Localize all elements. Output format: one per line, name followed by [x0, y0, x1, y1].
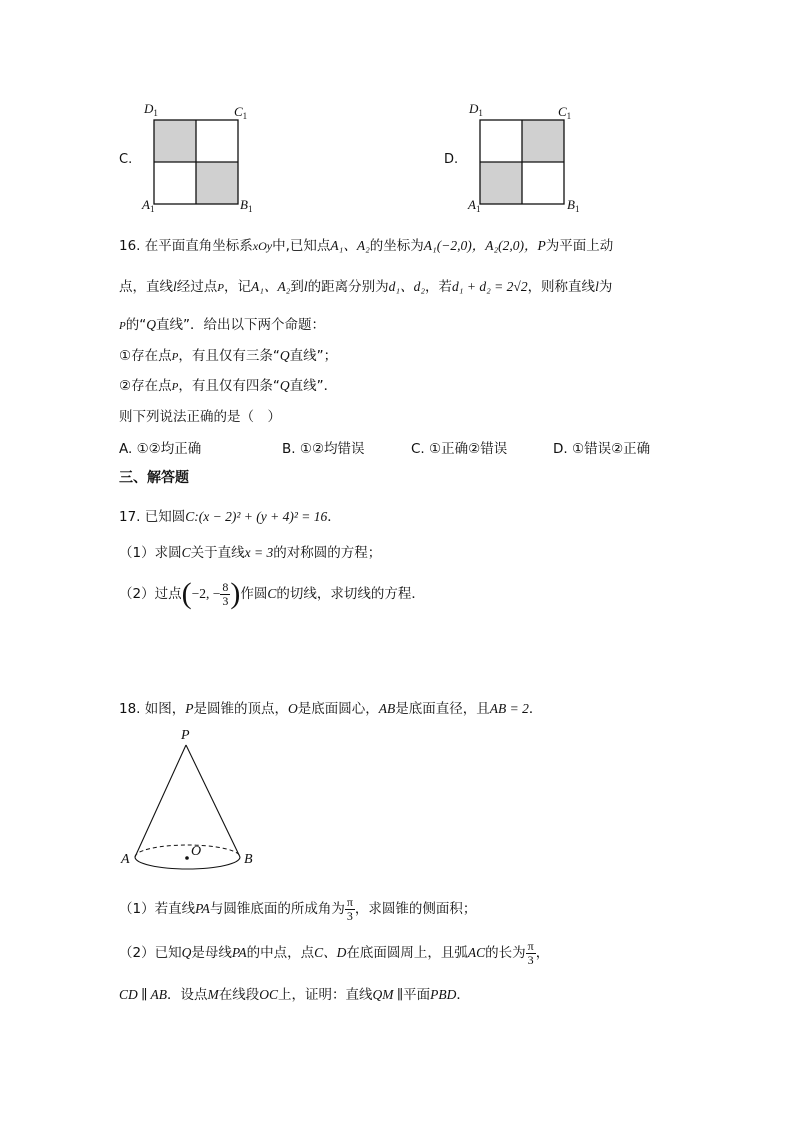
option-d-label-d1: $D_1$ [469, 101, 483, 118]
option-d-letter: D. [444, 152, 459, 167]
option-c-grid [150, 117, 240, 205]
q16-ask: 则下列说法正确的是（ ） [119, 409, 281, 425]
q16-line-2: 点，直线l经过点P，记A₁、A₂到l的距离分别为d₁、d₂，若d₁ + d₂ = 2√2，则称直线l为 [119, 279, 613, 295]
q18-head: 18. 如图，P是圆锥的顶点，O是底面圆心，AB是底面直径，且AB = 2． [119, 701, 543, 717]
q18-fraction-2: $\frac{\pi}{3}$ [527, 938, 534, 967]
q16-line-3: P的“Q直线”．给出以下两个命题： [119, 317, 325, 333]
q16-proposition-2: ②存在点P，有且仅有四条“Q直线”． [119, 378, 338, 394]
cone-label-b: B [244, 852, 253, 867]
q16-proposition-1: ①存在点P，有且仅有三条“Q直线”； [119, 348, 338, 364]
cone-generatrix-pa [135, 745, 186, 857]
option-d-label-a1: $A_1$ [468, 197, 481, 214]
option-c-shaded-bottom-right [196, 162, 238, 204]
cone-generatrix-pb [186, 745, 240, 857]
q17-fraction: $\frac{8}{3}$ [222, 579, 229, 608]
q16-choice-d[interactable]: D. ①错误②正确 [553, 441, 651, 457]
cone-base-back [135, 845, 240, 857]
option-c-shaded-top-left [154, 120, 196, 162]
option-c-label-d1: $D_1$ [144, 101, 158, 118]
q18-part-1: （1）若直线PA与圆锥底面的所成角为 $\frac{\pi}{3}$ ，求圆锥的侧面积； [119, 894, 477, 923]
q16-choice-b[interactable]: B. ①②均错误 [282, 441, 365, 457]
q17-part-1: （1）求圆C关于直线x = 3的对称圆的方程； [119, 545, 382, 561]
option-d-shaded-top-right [522, 120, 564, 162]
cone-label-o: O [191, 844, 202, 859]
option-c-letter: C. [119, 152, 133, 167]
option-c-label-a1: $A_1$ [142, 197, 155, 214]
q18-fraction-1: $\frac{\pi}{3}$ [346, 894, 353, 923]
section-heading: 三、解答题 [119, 470, 189, 486]
q17-part-2: （2）过点(−2, − $\frac{8}{3}$ )作圆C的切线，求切线的方程． [119, 577, 425, 610]
option-d-label-c1: $C_1$ [558, 104, 572, 121]
option-d-label-b1: $B_1$ [567, 197, 580, 214]
q16-choice-a[interactable]: A. ①②均正确 [119, 441, 202, 457]
option-d-grid [476, 117, 566, 205]
option-d-shaded-bottom-left [480, 162, 522, 204]
q18-part-2-cont: CD ∥ AB．设点M在线段OC上，证明：直线QM ∥平面PBD． [119, 987, 470, 1003]
cone-label-a: A [121, 852, 130, 867]
q18-part-2: （2）已知Q是母线PA的中点，点C、D在底面圆周上，且弧AC的长为 $\frac{\pi}{3}$ ， [119, 938, 550, 967]
q17-head: 17. 已知圆C:(x − 2)² + (y + 4)² = 16． [119, 509, 341, 525]
option-c-label-c1: $C_1$ [234, 104, 248, 121]
cone-center-dot [185, 856, 189, 860]
q16-line-1: 16. 在平面直角坐标系xOy中,已知点A₁、A₂的坐标为A₁(−2,0)，A₂(2,0)，P为平面上动 [119, 238, 614, 254]
cone-label-p: P [181, 728, 190, 743]
q16-choice-c[interactable]: C. ①正确②错误 [411, 441, 508, 457]
option-c-label-b1: $B_1$ [240, 197, 253, 214]
